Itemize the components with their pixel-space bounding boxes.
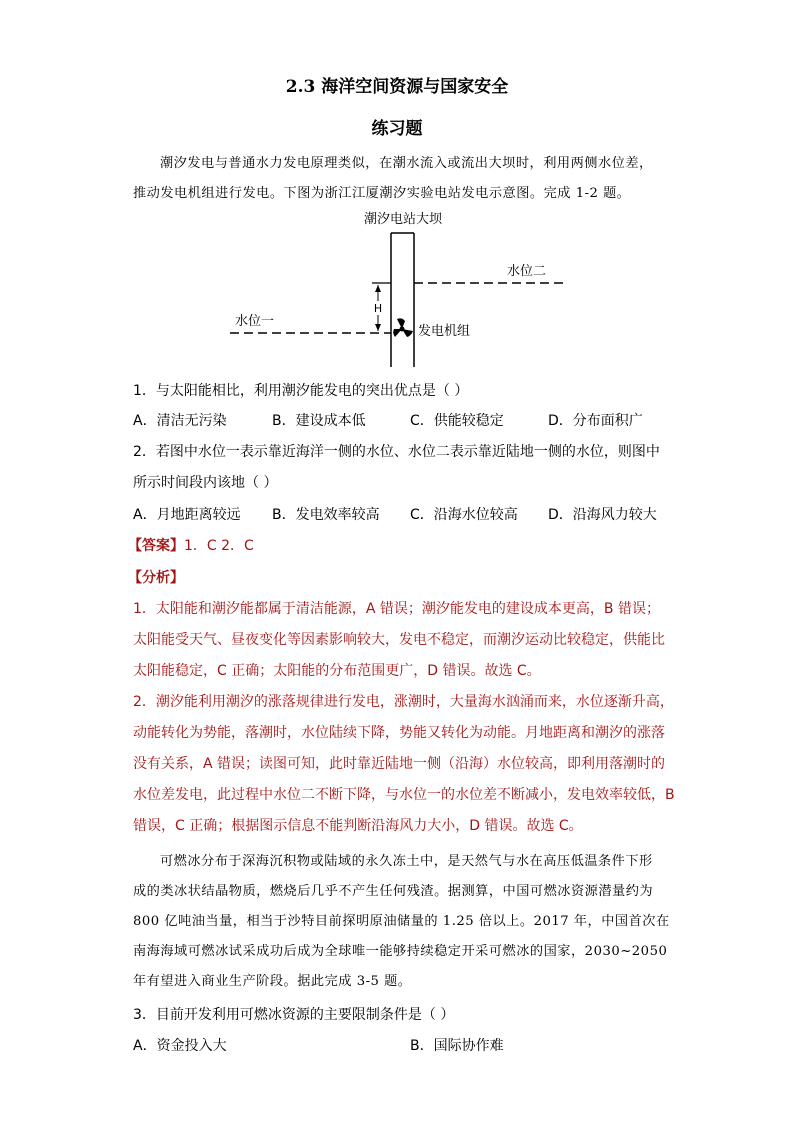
answer-label: 【答案】 bbox=[128, 538, 184, 554]
q2-option-b: B．发电效率较高 bbox=[272, 507, 380, 523]
analysis-p2-line2: 动能转化为势能，落潮时，水位陆续下降，势能又转化为动能。月地距离和潮汐的涨落 bbox=[133, 725, 665, 741]
passage2-line2: 成的类冰状结晶物质，燃烧后几乎不产生任何残渣。据测算，中国可燃冰资源潜量约为 bbox=[133, 884, 654, 899]
q1-option-b: B．建设成本低 bbox=[272, 413, 366, 429]
tidal-dam-figure bbox=[225, 205, 575, 370]
q1-option-a: A．清洁无污染 bbox=[133, 413, 227, 429]
h-label: H bbox=[373, 302, 383, 315]
passage1-line2: 推动发电机组进行发电。下图为浙江江厦潮汐实验电站发电示意图。完成 1-2 题。 bbox=[133, 186, 631, 201]
analysis-p2-line4: 水位差发电，此过程中水位二不断下降，与水位一的水位差不断减小，发电效率较低，B bbox=[133, 787, 675, 803]
q1-option-d: D．分布面积广 bbox=[548, 413, 643, 429]
passage2-line4: 南海海域可燃冰试采成功后成为全球唯一能够持续稳定开采可燃冰的国家，2030~2050 bbox=[133, 944, 668, 959]
passage2-line3: 800 亿吨油当量，相当于沙特目前探明原油储量的 1.25 倍以上。2017 年，中国首次在 bbox=[133, 914, 670, 929]
analysis-p2-line1: 2．潮汐能利用潮汐的涨落规律进行发电，涨潮时，大量海水汹涌而来，水位逐渐升高， bbox=[133, 694, 674, 710]
analysis-p1-line1: 1．太阳能和潮汐能都属于清洁能源，A 错误；潮汐能发电的建设成本更高，B 错误； bbox=[133, 601, 660, 617]
q1-option-c: C．供能较稳定 bbox=[410, 413, 504, 429]
turbine-icon bbox=[393, 318, 413, 337]
q2-stem-line2: 所示时间段内该地（ ） bbox=[133, 475, 278, 491]
q3-option-a: A．资金投入大 bbox=[133, 1038, 227, 1054]
water-level-1-label: 水位一 bbox=[235, 314, 275, 329]
analysis-p2-line5: 错误，C 正确；根据图示信息不能判断沿海风力大小，D 错误。故选 C。 bbox=[133, 818, 583, 834]
q2-option-a: A．月地距离较远 bbox=[133, 507, 241, 523]
passage2-line1: 可燃冰分布于深海沉积物或陆域的永久冻土中，是天然气与水在高压低温条件下形 bbox=[160, 854, 653, 869]
analysis-p1-line3: 太阳能稳定，C 正确；太阳能的分布范围更广，D 错误。故选 C。 bbox=[133, 663, 541, 679]
dam-label: 潮汐电站大坝 bbox=[363, 212, 443, 227]
q2-option-d: D．沿海风力较大 bbox=[548, 507, 657, 523]
answer-block bbox=[128, 535, 254, 555]
document-subtitle: 练习题 bbox=[371, 119, 423, 139]
analysis-label: 【分析】 bbox=[128, 570, 184, 586]
generator-label: 发电机组 bbox=[418, 324, 471, 339]
q2-stem-line1: 2．若图中水位一表示靠近海洋一侧的水位、水位二表示靠近陆地一侧的水位，则图中 bbox=[133, 444, 660, 460]
q3-option-b: B．国际协作难 bbox=[410, 1038, 504, 1054]
q2-option-c: C．沿海水位较高 bbox=[410, 507, 518, 523]
water-level-2-label: 水位二 bbox=[507, 264, 547, 279]
passage2-line5: 年有望进入商业生产阶段。据此完成 3-5 题。 bbox=[133, 974, 412, 989]
passage1-line1: 潮汐发电与普通水力发电原理类似，在潮水流入或流出大坝时，利用两侧水位差， bbox=[160, 156, 653, 171]
answer-text: 1．C 2．C bbox=[184, 538, 254, 554]
q1-stem: 1．与太阳能相比，利用潮汐能发电的突出优点是（ ） bbox=[133, 383, 469, 399]
q3-stem: 3．目前开发利用可燃冰资源的主要限制条件是（ ） bbox=[133, 1007, 455, 1023]
analysis-p1-line2: 太阳能受天气、昼夜变化等因素影响较大，发电不稳定，而潮汐运动比较稳定，供能比 bbox=[133, 632, 665, 648]
analysis-p2-line3: 没有关系，A 错误；读图可知，此时靠近陆地一侧（沿海）水位较高，即利用落潮时的 bbox=[133, 756, 666, 772]
document-title: 2.3 海洋空间资源与国家安全 bbox=[285, 77, 509, 97]
